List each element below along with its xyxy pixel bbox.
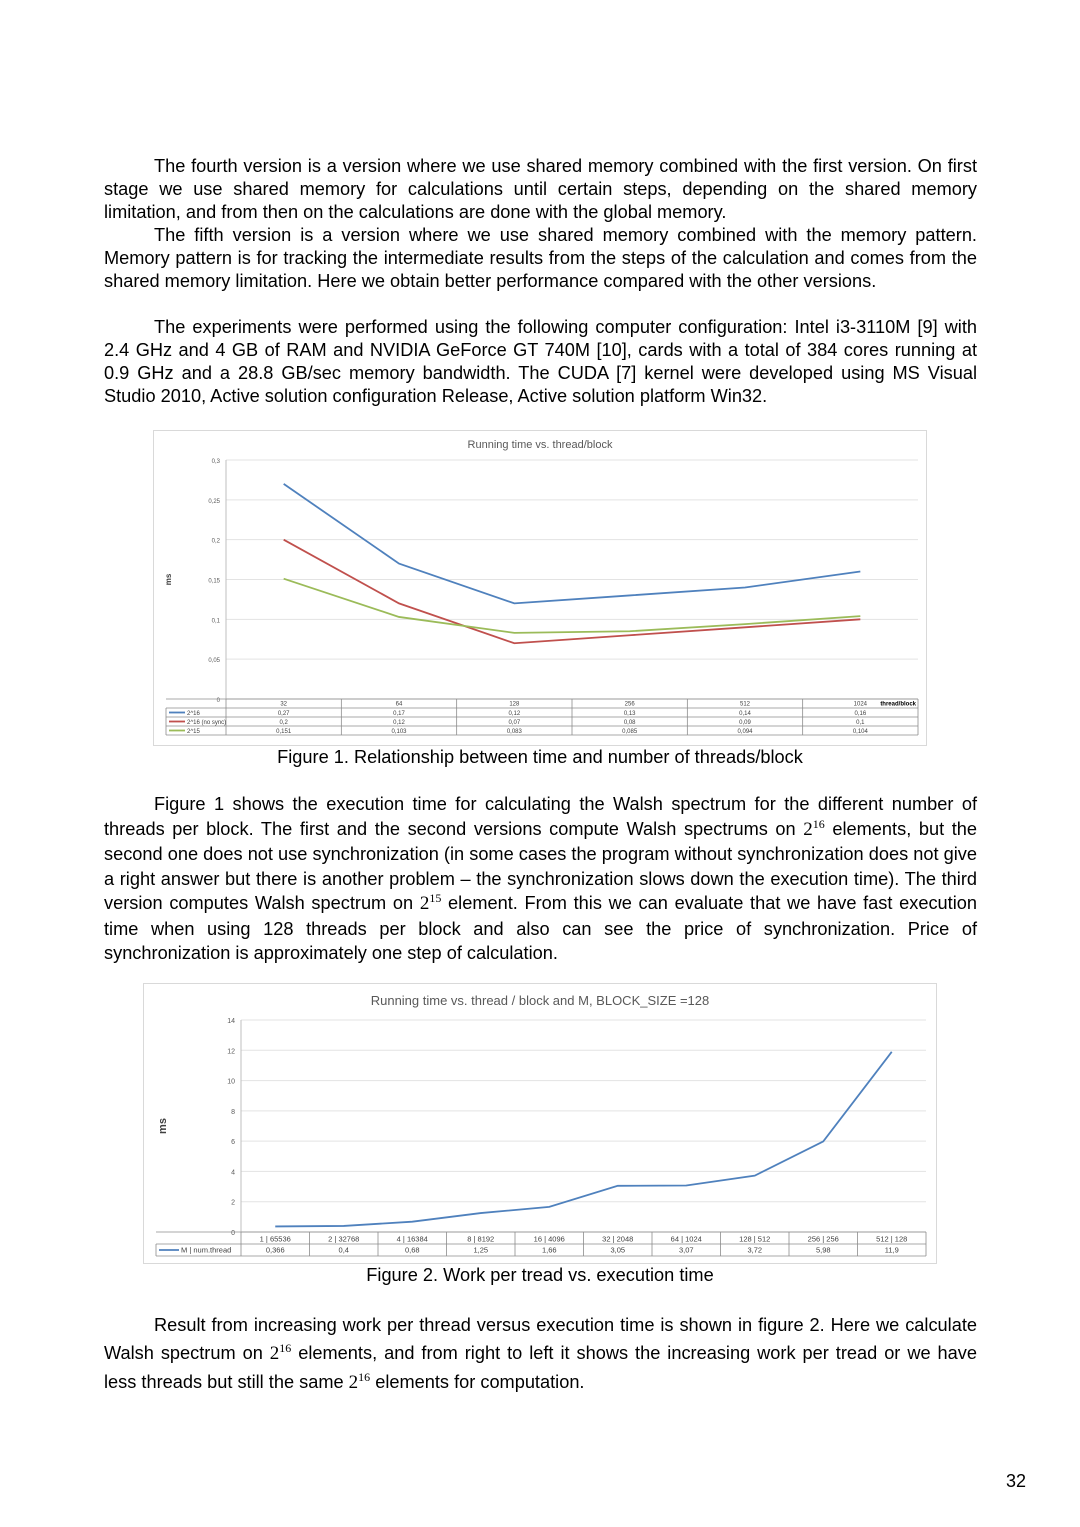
data-label: 0,2 [279,720,288,726]
x-category-label: 32 | 2048 [602,1234,634,1244]
x-category-label: 256 [624,701,635,708]
text-fragment: elements, and from right to left it shows the increasing work per tread or we have less threads but still the same [104,1343,977,1392]
legend-label: 2^16 [187,711,200,717]
data-label: 0,1 [856,720,865,726]
data-label: 0,103 [391,729,407,735]
page-number: 32 [1005,1471,1026,1491]
text-fragment: elements, but the second one does not use synchronization (in some cases the program without synchronization does not give a right answer but there is another problem – the synchronization slows down the execution time). The third version computes Walsh spectrum on [104,818,978,913]
x-category-label: 4 | 16384 [396,1234,428,1244]
figure-2-caption: Figure 2. Work per tread vs. execution time [366,1265,714,1285]
series-line-2-16 [284,484,861,604]
math-base: 2 [269,1343,280,1364]
x-category-label: 128 | 512 [739,1234,771,1244]
data-label: 0,68 [404,1245,420,1255]
data-label: 1,25 [473,1245,489,1255]
data-label: 0,094 [737,729,753,735]
text-fragment: Figure 1 shows the execution time for calculating the Walsh spectrum for the different number of threads per block. The first and the second versions compute Walsh spectrums on [104,794,977,839]
y-tick-label: 0,05 [208,658,220,665]
data-label: 0,366 [265,1245,285,1255]
math-exponent: 16 [358,1369,371,1384]
y-tick-label: 0 [216,698,220,704]
y-tick-label: 0,25 [208,498,220,505]
text-fragment: element. From this we can evaluate that we have fast execution time when using 128 threads per block and also can see the price of synchronization. Price of synchronization is approximately one step of calculation. [104,893,977,963]
y-tick-label: 12 [227,1048,235,1056]
data-label: 0,08 [623,720,636,726]
legend-label: 2^16 (no sync) [187,720,227,726]
data-label: 3,07 [678,1245,694,1255]
figure-1-caption: Figure 1. Relationship between time and number of threads/block [277,747,803,767]
data-label: 0,151 [276,729,292,735]
y-tick-label: 8 [231,1108,235,1116]
y-tick-label: 0,1 [211,618,220,625]
chart-title: Running time vs. thread/block [467,439,613,451]
data-label: 0,09 [739,720,751,726]
x-category-label: 8 | 8192 [467,1234,495,1244]
data-label: 0,16 [854,711,867,717]
data-label: 3,05 [610,1245,626,1255]
x-category-label: 512 [739,701,751,708]
y-axis-label: ms [164,573,173,586]
figure-1-chart [153,430,927,746]
chart-title: Running time vs. thread / block and M, BLOCK_SIZE =128 [370,993,710,1008]
data-label: 0,12 [508,711,521,717]
x-axis-label: thread/block [880,701,916,708]
chart-1-svg [154,431,926,745]
y-tick-label: 2 [231,1199,235,1207]
math-base: 2 [419,893,430,914]
data-label: 0,4 [338,1245,349,1255]
x-category-label: 1 | 65536 [259,1234,291,1244]
data-label: 0,27 [277,711,290,717]
y-tick-label: 4 [231,1169,235,1177]
x-category-label: 32 [280,701,288,708]
data-label: 5,98 [815,1245,831,1255]
y-tick-label: 10 [227,1078,235,1086]
y-tick-label: 0,3 [211,459,220,465]
x-category-label: 16 | 4096 [533,1234,565,1244]
y-tick-label: 0 [231,1230,235,1237]
data-label: 0,07 [508,720,521,726]
x-category-label: 64 | 1024 [670,1234,702,1244]
math-exponent: 16 [279,1340,292,1355]
paragraph-experiments: The experiments were performed using the following computer configuration: Intel i3-3110M [9] with 2.4 GHz and 4 GB of RAM and NVIDIA GeForce GT 740M [10], cards with a total of 384 cores running at 0.9 GHz and a 28.8 GB/sec memory bandwidth. The CUDA [7] kernel were developed using MS Visual Studio 2010, Active solution configuration Release, Active solution platform Win32. [104,317,977,406]
y-tick-label: 0,2 [211,538,220,545]
legend-label: M | num.thread [181,1245,232,1255]
y-tick-label: 0,15 [208,578,220,585]
figure-2-chart [143,983,937,1264]
math-base: 2 [348,1372,359,1393]
paragraph-figure-1-discussion [104,792,977,966]
data-label: 0,14 [739,711,751,717]
data-label: 0,083 [506,729,522,735]
math-base: 2 [803,818,813,840]
chart-2-svg [144,984,936,1263]
text-fragment: elements for computation. [375,1372,585,1392]
data-label: 0,17 [393,711,405,717]
x-category-label: 1024 [853,701,868,708]
data-label: 0,13 [623,711,636,717]
legend-label: 2^15 [187,729,200,735]
y-tick-label: 6 [231,1139,235,1147]
x-category-label: 128 [509,701,520,708]
data-label: 0,104 [852,729,868,735]
math-exponent: 16 [812,816,825,831]
data-label: 0,12 [393,720,405,726]
y-tick-label: 14 [227,1018,235,1025]
x-category-label: 512 | 128 [876,1234,908,1244]
series-line-2-16-no-sync- [284,540,861,644]
series-line-m-num-thread [275,1052,892,1227]
text-fragment: Result from increasing work per thread versus execution time is shown in figure 2. Here we calculate Walsh spectrum on [104,1315,977,1363]
data-label: 11,9 [884,1245,899,1255]
x-category-label: 256 | 256 [807,1234,839,1244]
paragraph-fourth-version: The fourth version is a version where we use shared memory combined with the first version. On first stage we use shared memory for calculations until certain steps, depending on the shared memory limitation, and from then on the calculations are done with the global memory. [104,156,977,222]
data-label: 0,085 [622,729,638,735]
paragraph-fifth-version: The fifth version is a version where we use shared memory combined with the memory pattern. Memory pattern is for tracking the intermediate results from the steps of the calculation and comes from the shared memory limitation. Here we obtain better performance compared with the other versions. [104,225,977,291]
x-category-label: 2 | 32768 [328,1234,360,1244]
math-exponent: 15 [429,890,442,905]
x-category-label: 64 [395,701,403,708]
y-axis-label: ms [157,1118,169,1134]
data-label: 3,72 [747,1245,763,1255]
paragraph-figure-2-discussion [104,1311,977,1397]
data-label: 1,66 [541,1245,557,1255]
